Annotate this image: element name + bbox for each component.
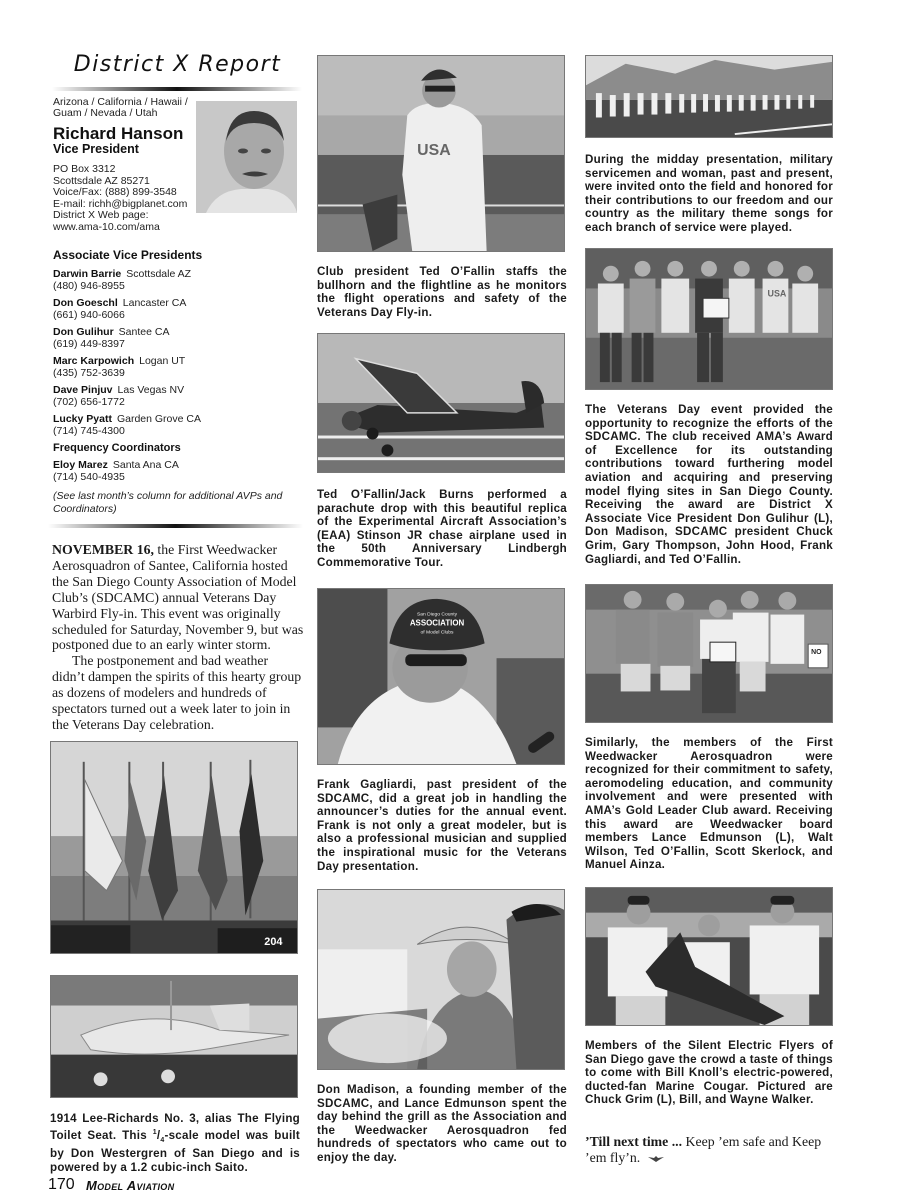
- avp-entry: [53, 297, 303, 321]
- men-with-jet-model-icon: [586, 888, 832, 1025]
- avp-entry: [53, 384, 303, 408]
- avp-directory: [53, 248, 303, 516]
- servicemen-caption: During the midday presentation, military servicemen and woman, past and present, were invited onto the field and honored for their contributions to our freedom and our country as the military theme songs for each branch of service were played.: [585, 153, 833, 234]
- avp-entry: [53, 268, 303, 292]
- avp-city: Logan UT: [139, 355, 186, 367]
- cap-text-line3: of Model Clubs: [420, 630, 454, 636]
- caption-text: -scale model was built by Don Westergren of San Diego and is powered by a 1.2 cubic-inch Saito.: [50, 1128, 300, 1174]
- portrait-icon: [196, 101, 297, 213]
- coordinator-entry: [53, 459, 303, 483]
- avp-phone: (661) 940-6066: [53, 309, 125, 321]
- stinson-caption: Ted O’Fallin/Jack Burns performed a parachute drop with this beautiful replica of the Experimental Aircraft Association’s (EAA) Stinson JR chase airplane used in the 50th Anniversary Lindbergh Commemorative Tour.: [317, 488, 567, 569]
- avp-note: (See last month’s column for additional AVPs and Coordinators): [53, 490, 283, 515]
- vp-phone: Voice/Fax: (888) 899-3548: [53, 186, 177, 199]
- cap-text-line2: ASSOCIATION: [409, 618, 465, 628]
- avp-phone: (714) 745-4300: [53, 425, 125, 437]
- announcer-with-microphone-icon: [318, 589, 564, 764]
- column-title: District X Report: [73, 52, 282, 77]
- coordinator-phone: (714) 540-4935: [53, 471, 125, 483]
- avp-phone: (619) 449-8397: [53, 338, 125, 350]
- gold-leader-photo: [585, 584, 833, 723]
- article-body: [52, 542, 304, 733]
- avp-name: Lucky Pyatt: [53, 413, 112, 425]
- avp-phone: (435) 752-3639: [53, 367, 125, 379]
- avp-city: Garden Grove CA: [116, 413, 201, 425]
- avp-city: Las Vegas NV: [117, 384, 185, 396]
- grill-photo: [317, 889, 565, 1070]
- gold-leader-caption: Similarly, the members of the First Weedwacker Aerosquadron were recognized for their commitment to safety, aeromodeling education, and community involvement and were presented with AMA’s Gold Leader Club award. Receiving this award are Weedwacker board members Lance Edmunson (L), Walt Wilson, Ted O’Fallin, Scott Skerlock, and Manuel Ainza.: [585, 736, 833, 872]
- lee-richards-photo: [50, 975, 298, 1098]
- marine-cougar-photo: [585, 887, 833, 1026]
- ted-bullhorn-caption: Club president Ted O’Fallin staffs the bullhorn and the flightline as he monitors the flight operations and safety of the Veterans Day Fly-in.: [317, 265, 567, 319]
- vp-contact-block: [53, 164, 198, 234]
- ted-bullhorn-photo: [317, 55, 565, 252]
- article-paragraph-text: the First Weedwacker Aerosquadron of Santee, California hosted the San Diego County Association of Model Club’s (SDCAMC) annual Veterans Day Warbird Fly-in. This event was originally scheduled for Saturday, November 9, but was postponed due to an early winter storm.: [52, 542, 304, 653]
- signoff-bold: ’Till next time ...: [585, 1134, 683, 1149]
- people-lineup-icon: [586, 56, 832, 137]
- caption-text: 1914 Lee-Richards No. 3, alias The Flying Toilet Seat. This: [50, 1112, 300, 1142]
- fraction-numerator: 1: [152, 1128, 157, 1136]
- avp-name: Dave Pinjuv: [53, 384, 113, 396]
- district-region: Arizona / California / Hawaii / Guam / Nevada / Utah: [53, 96, 188, 119]
- servicemen-lineup-photo: [585, 55, 833, 138]
- frank-caption: Frank Gagliardi, past president of the SDCAMC, did a great job in handling the announcer’s duties for the annual event. Frank is not only a great modeler, but is also a professional musician and supplied the inspirational music for the Veterans Day presentation.: [317, 778, 567, 873]
- article-paragraph: The postponement and bad weather didn’t dampen the spirits of this hearty group as dozens of modelers and hundreds of spectators turned out a week later to join in the Veterans Day celebration.: [52, 653, 302, 732]
- frequency-coordinators-heading: Frequency Coordinators: [53, 442, 181, 454]
- publication-name: Model Aviation: [86, 1178, 175, 1193]
- fraction-denominator: 4: [160, 1136, 165, 1144]
- avp-name: Marc Karpowich: [53, 355, 135, 367]
- vp-name: Richard Hanson: [53, 124, 184, 143]
- flags-image-icon: [51, 742, 297, 953]
- avp-entry: [53, 326, 303, 350]
- vp-address-line2: Scottsdale AZ 85271: [53, 174, 150, 187]
- avp-city: Scottsdale AZ: [126, 268, 192, 280]
- coordinator-city: Santa Ana CA: [112, 459, 179, 471]
- annular-wing-plane-icon: [51, 976, 297, 1097]
- lee-richards-caption: 1914 Lee-Richards No. 3, alias The Flying Toilet Seat. This $^1/_4$-scale model was built by Don Westergren of San Diego and is powered by a 1.2 cubic-inch Saito.: [50, 1112, 300, 1174]
- title-divider: [52, 87, 302, 91]
- stinson-airplane-icon: [318, 334, 564, 472]
- section-divider: [48, 524, 303, 528]
- shirt-text: USA: [767, 288, 787, 299]
- article-lead: NOVEMBER 16,: [52, 542, 154, 557]
- article-paragraph: [52, 542, 304, 653]
- vp-email: E-mail: richh@bigplanet.com: [53, 197, 188, 210]
- aircraft-number: 204: [264, 936, 283, 949]
- signoff-text: Keep ’em safe and Keep ’em fly’n.: [585, 1134, 822, 1165]
- group-with-certificate-icon: [586, 585, 832, 722]
- avp-name: Don Gulihur: [53, 326, 114, 338]
- vp-web-label: District X Web page:: [53, 209, 149, 222]
- men-grilling-icon: [318, 890, 564, 1069]
- vp-portrait-photo: [196, 101, 297, 213]
- avp-name: Don Goeschl: [53, 297, 118, 309]
- avp-entry: [53, 355, 303, 379]
- avp-entry: [53, 413, 303, 437]
- vp-address-line1: PO Box 3312: [53, 163, 116, 175]
- group-with-award-icon: [586, 249, 832, 389]
- ama-wings-logo-icon: [648, 1155, 664, 1163]
- shirt-text: USA: [417, 141, 451, 159]
- signoff: [585, 1134, 835, 1166]
- award-excellence-caption: The Veterans Day event provided the opportunity to recognize the efforts of the SDCAMC. The club received AMA’s Award of Excellence for its outstanding contributions toward furthering model aviation and acquiring and preserving model flying sites in San Diego County. Receiving the award are District X Associate Vice President Don Gulihur (L), Don Madison, SDCAMC president Chuck Grim, Gary Thompson, John Hood, Frank Gagliardi, and Ted O’Fallin.: [585, 403, 833, 566]
- cap-text-line1: San Diego County: [416, 612, 458, 618]
- avp-heading: Associate Vice Presidents: [53, 248, 203, 262]
- avp-city: Lancaster CA: [122, 297, 187, 309]
- frank-gagliardi-photo: [317, 588, 565, 765]
- avp-name: Darwin Barrie: [53, 268, 122, 280]
- avp-city: Santee CA: [118, 326, 170, 338]
- avp-phone: (702) 656-1772: [53, 396, 125, 408]
- coordinator-name: Eloy Marez: [53, 459, 108, 471]
- flags-photo: [50, 741, 298, 954]
- avp-phone: (480) 946-8955: [53, 280, 125, 292]
- man-with-bullhorn-icon: [318, 56, 564, 251]
- vp-title: Vice President: [53, 142, 139, 156]
- vp-web-url: www.ama-10.com/ama: [53, 220, 160, 233]
- stinson-photo: [317, 333, 565, 473]
- page-number: 170: [48, 1176, 75, 1193]
- marine-cougar-caption: Members of the Silent Electric Flyers of San Diego gave the crowd a taste of things to come with Bill Knoll’s electric-powered, ducted-fan Marine Cougar. Pictured are Chuck Grim (L), Bill, and Wayne Walker.: [585, 1039, 833, 1107]
- award-excellence-photo: [585, 248, 833, 390]
- grill-caption: Don Madison, a founding member of the SDCAMC, and Lance Edmunson spent the day behind the grill as the Association and the Weedwacker Aerosquadron fed hundreds of spectators who came out to enjoy the day.: [317, 1083, 567, 1164]
- no-sign-text: NO: [811, 649, 822, 656]
